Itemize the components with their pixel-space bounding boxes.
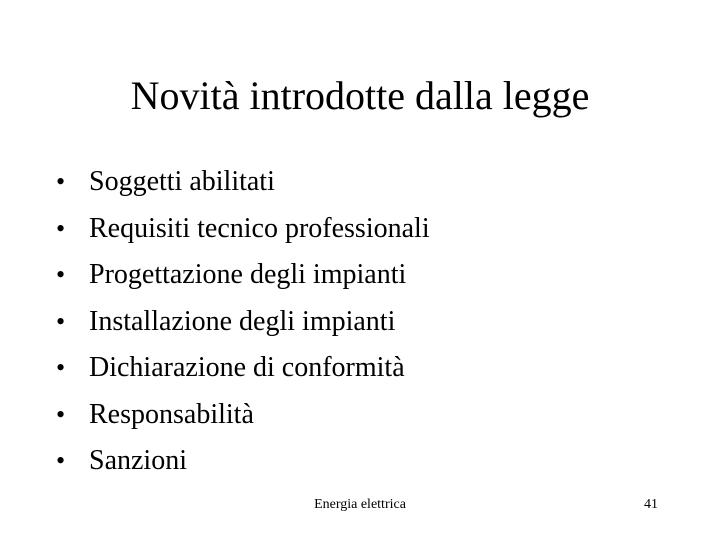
bullet-text: Sanzioni (89, 445, 187, 476)
bullet-text: Soggetti abilitati (89, 166, 275, 197)
bullet-text: Responsabilità (89, 398, 254, 430)
slide-title: Novità introdotte dalla legge (130, 73, 590, 118)
bullet-icon: • (56, 306, 66, 336)
bullet-text: Progettazione degli impianti (89, 259, 407, 290)
footer-text: Energia elettrica (314, 497, 406, 512)
bullet-text: Installazione degli impianti (89, 305, 396, 337)
bullet-icon: • (56, 213, 66, 243)
page-number: 41 (644, 497, 658, 512)
bullet-icon: • (56, 446, 66, 475)
bullet-icon: • (56, 260, 66, 289)
bullet-icon: • (56, 353, 66, 382)
bullet-icon: • (56, 167, 66, 196)
bullet-icon: • (56, 399, 66, 429)
bullet-text: Dichiarazione di conformità (89, 352, 405, 383)
bullet-text: Requisiti tecnico professionali (89, 212, 430, 244)
